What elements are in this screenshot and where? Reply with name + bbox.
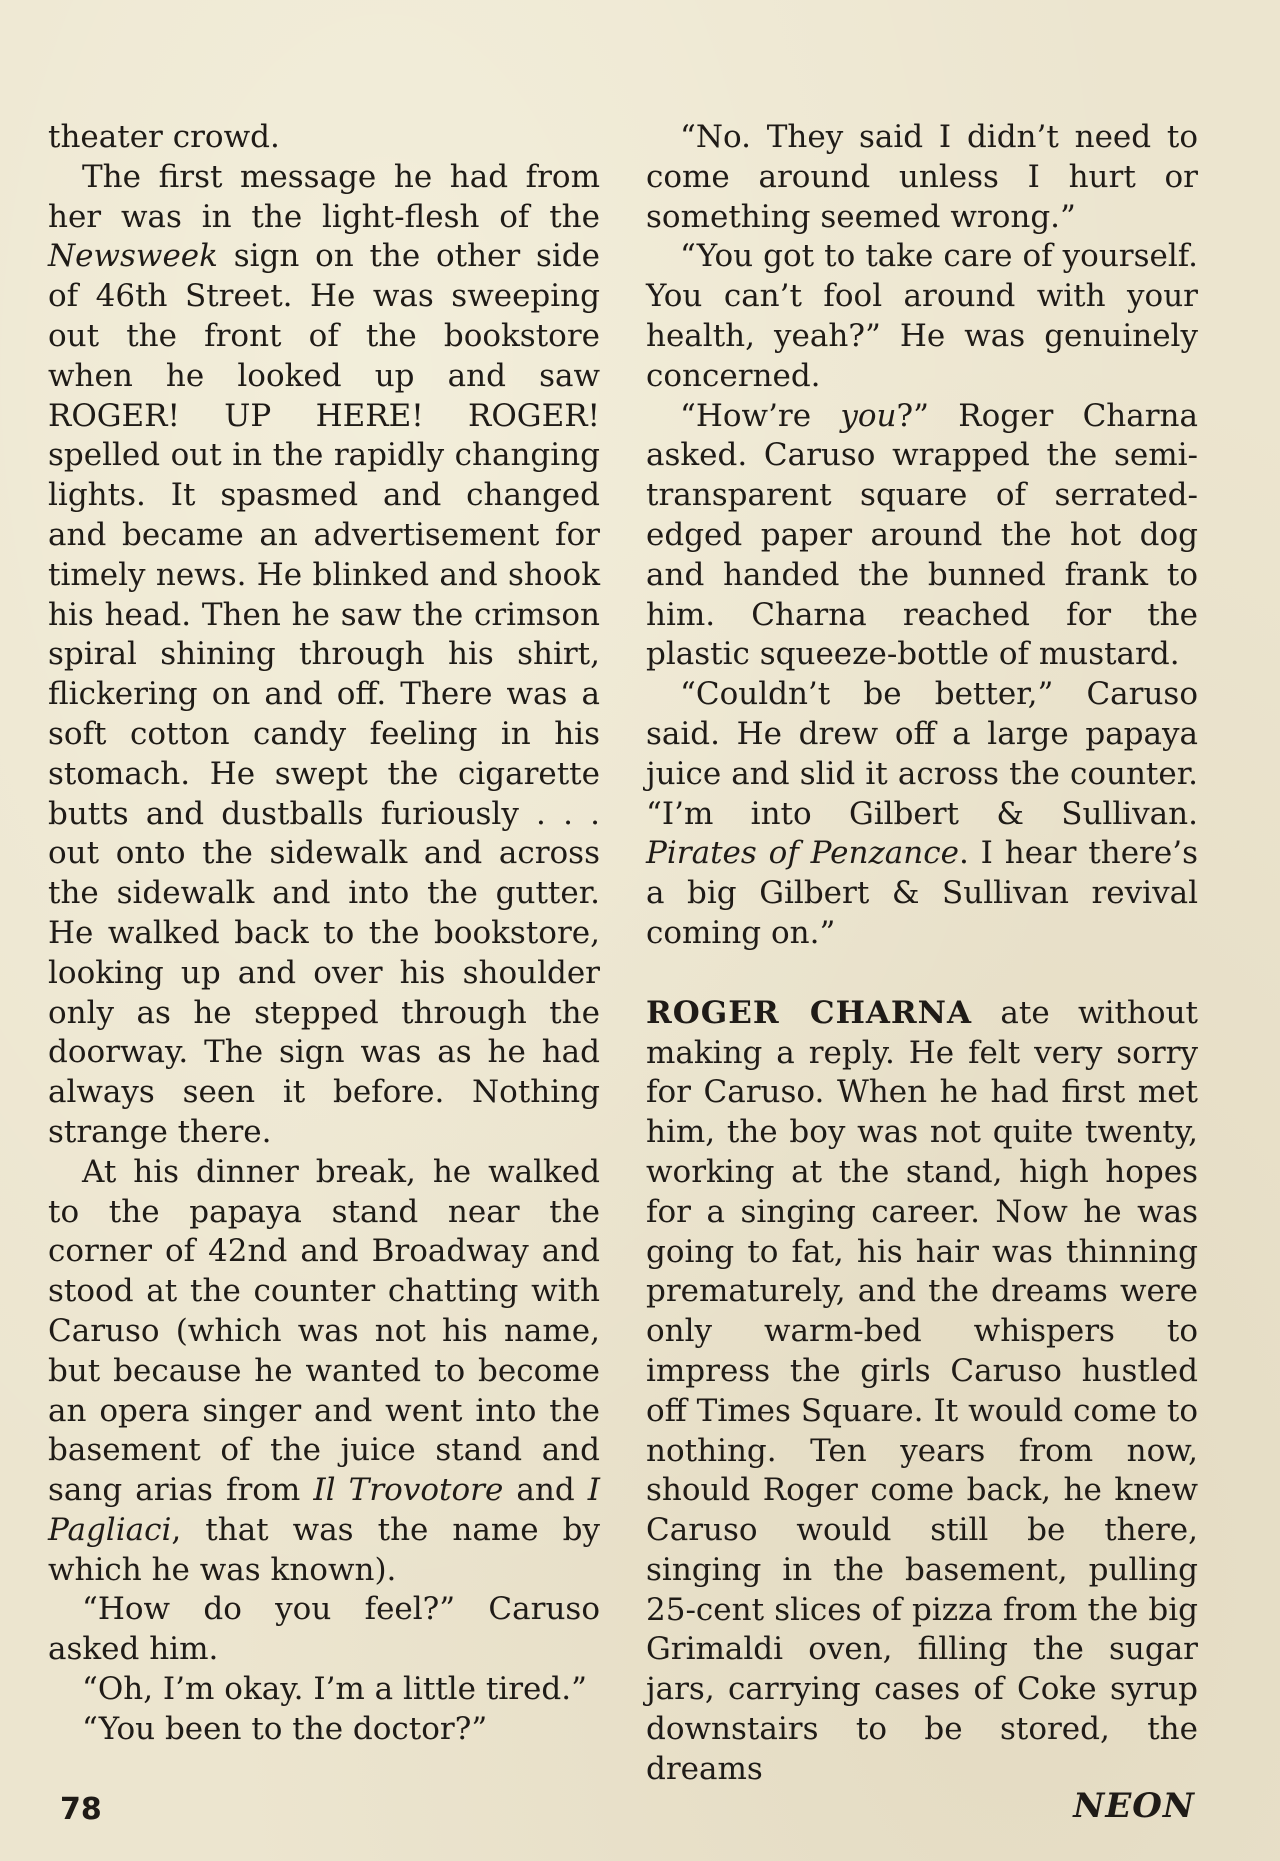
right-column	[646, 118, 1198, 1790]
paragraph: “You got to take care of yourself. You can’t fool around with your health, yeah?” He was genuinely concerned.	[646, 238, 1198, 394]
paragraph: “Oh, I’m okay. I’m a little tired.”	[82, 1671, 587, 1708]
paragraph: “Couldn’t be better,” Caruso said. He drew off a large papaya juice and slid it across the counter. “I’m into Gilbert & Sullivan. Pirates of Penzance. I hear there’s a big Gilbert & Sullivan revival coming on.”	[646, 676, 1198, 951]
paragraph: At his dinner break, he walked to the papaya stand near the corner of 42nd and Broadway and stood at the counter chatting with Caruso (which was not his name, but because he wanted to become an opera singer and went into the basement of the juice stand and sang arias from Il Trovotore and I Pagliaci, that was the name by which he was known).	[48, 1153, 601, 1588]
section-paragraph: ROGER CHARNA ate without making a reply. He felt very sorry for Caruso. When he had first met him, the boy was not quite twenty, working at the stand, high hopes for a singing career. Now he was going to fat, his hair was thinning prematurely, and the dreams were only warm-bed whispers to impress the girls Caruso hustled off Times Square. It would come to nothing. Ten years from now, should Roger come back, he knew Caruso would still be there, singing in the basement, pulling 25-cent slices of pizza from the big Grimaldi oven, filling the sugar jars, carrying cases of Coke syrup downstairs to be stored, the dreams	[646, 994, 1198, 1787]
magazine-title: NEON	[1073, 1786, 1195, 1826]
run-in-heading: ROGER CHARNA	[646, 994, 973, 1031]
left-column	[48, 118, 600, 1750]
paragraph: “How’re you?” Roger Charna asked. Caruso wrapped the semi-transparent square of serrated-edged paper around the hot dog and handed the bunned frank to him. Charna reached for the plastic squeeze-bottle of mustard.	[646, 397, 1198, 673]
paragraph: theater crowd.	[48, 119, 280, 155]
page-number: 78	[60, 1792, 102, 1827]
paragraph: “How do you feel?” Caruso asked him.	[48, 1591, 600, 1668]
paragraph: The first message he had from her was in the light-flesh of the Newsweek sign on the other side of 46th Street. He was sweeping out the front of the bookstore when he looked up and saw ROGER! UP HERE! ROGER! spelled out in the rapidly changing lights. It spasmed and changed and became an advertisement for timely news. He blinked and shook his head. Then he saw the crimson spiral shining through his shirt, flickering on and off. There was a soft cotton candy feeling in his stomach. He swept the cigarette butts and dustballs furiously . . . out onto the sidewalk and across the sidewalk and into the gutter. He walked back to the bookstore, looking up and over his shoulder only as he stepped through the doorway. The sign was as he had always seen it before. Nothing strange there.	[48, 158, 600, 1150]
paragraph: “You been to the doctor?”	[82, 1710, 488, 1747]
paragraph: “No. They said I didn’t need to come around unless I hurt or something seemed wrong.”	[646, 119, 1198, 235]
